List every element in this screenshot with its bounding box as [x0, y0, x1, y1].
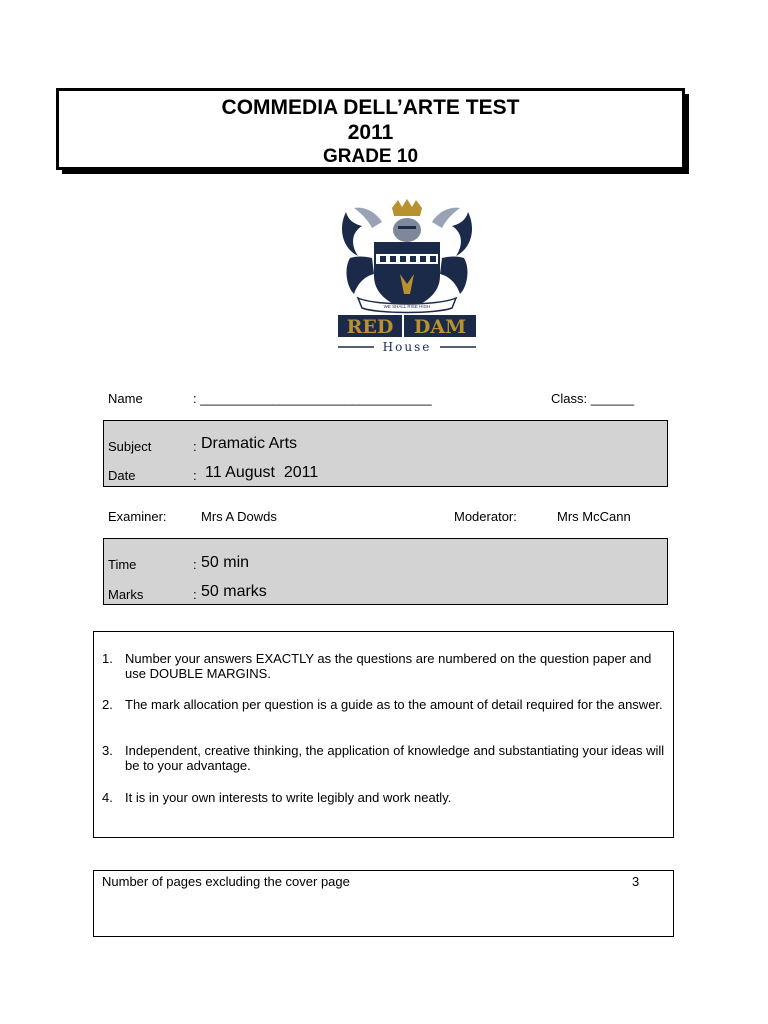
test-year: 2011 — [347, 121, 394, 144]
date-label: Date — [108, 468, 136, 483]
subject-date-box — [103, 420, 668, 487]
instruction-text: The mark allocation per question is a guide as to the amount of detail required for the answer. — [125, 697, 663, 712]
time-marks-box — [103, 538, 668, 605]
marks-value: 50 marks — [201, 583, 267, 600]
examiner-value: Mrs A Dowds — [201, 509, 277, 524]
instruction-text: It is in your own interests to write legibly and work neatly. — [125, 790, 452, 805]
date-colon: : — [193, 468, 197, 483]
moderator-label: Moderator: — [454, 509, 517, 524]
svg-text:WE SHALL RISE HIGH: WE SHALL RISE HIGH — [383, 304, 431, 309]
name-label: Name — [108, 391, 143, 406]
subject-label: Subject — [108, 439, 152, 454]
instruction-item — [102, 743, 667, 773]
instruction-item — [102, 651, 667, 681]
subject-value: Dramatic Arts — [201, 435, 298, 452]
moderator-value: Mrs McCann — [557, 509, 631, 524]
test-title: COMMEDIA DELL’ARTE TEST — [221, 96, 520, 119]
time-value: 50 min — [201, 554, 250, 571]
school-crest-logo — [336, 198, 478, 356]
instruction-number: 3. — [102, 743, 113, 758]
svg-text:DAM: DAM — [413, 316, 467, 338]
name-field[interactable]: : ________________________________ — [193, 391, 432, 406]
time-colon: : — [193, 557, 197, 572]
test-grade: GRADE 10 — [322, 146, 419, 167]
instruction-item — [102, 697, 667, 712]
page-count-value: 3 — [632, 874, 640, 889]
instruction-number: 4. — [102, 790, 113, 805]
marks-label: Marks — [108, 587, 144, 602]
instruction-number: 1. — [102, 651, 113, 666]
examiner-label: Examiner: — [108, 509, 167, 524]
instruction-text: Number your answers EXACTLY as the questions are numbered on the question paper and use DOUBLE MARGINS. — [125, 651, 652, 681]
date-value: 11 August 2011 — [205, 464, 319, 481]
subject-colon: : — [193, 439, 197, 454]
svg-text:House: House — [382, 340, 432, 354]
time-label: Time — [108, 557, 137, 572]
class-field[interactable]: Class: ______ — [551, 391, 635, 406]
title-box — [56, 88, 685, 170]
svg-text:RED: RED — [346, 316, 394, 338]
instruction-number: 2. — [102, 697, 113, 712]
instruction-text: Independent, creative thinking, the application of knowledge and substantiating your ideas will be to your advantage. — [125, 743, 665, 773]
page-count-label: Number of pages excluding the cover page — [102, 874, 350, 889]
marks-colon: : — [193, 587, 197, 602]
instruction-item — [102, 790, 667, 805]
